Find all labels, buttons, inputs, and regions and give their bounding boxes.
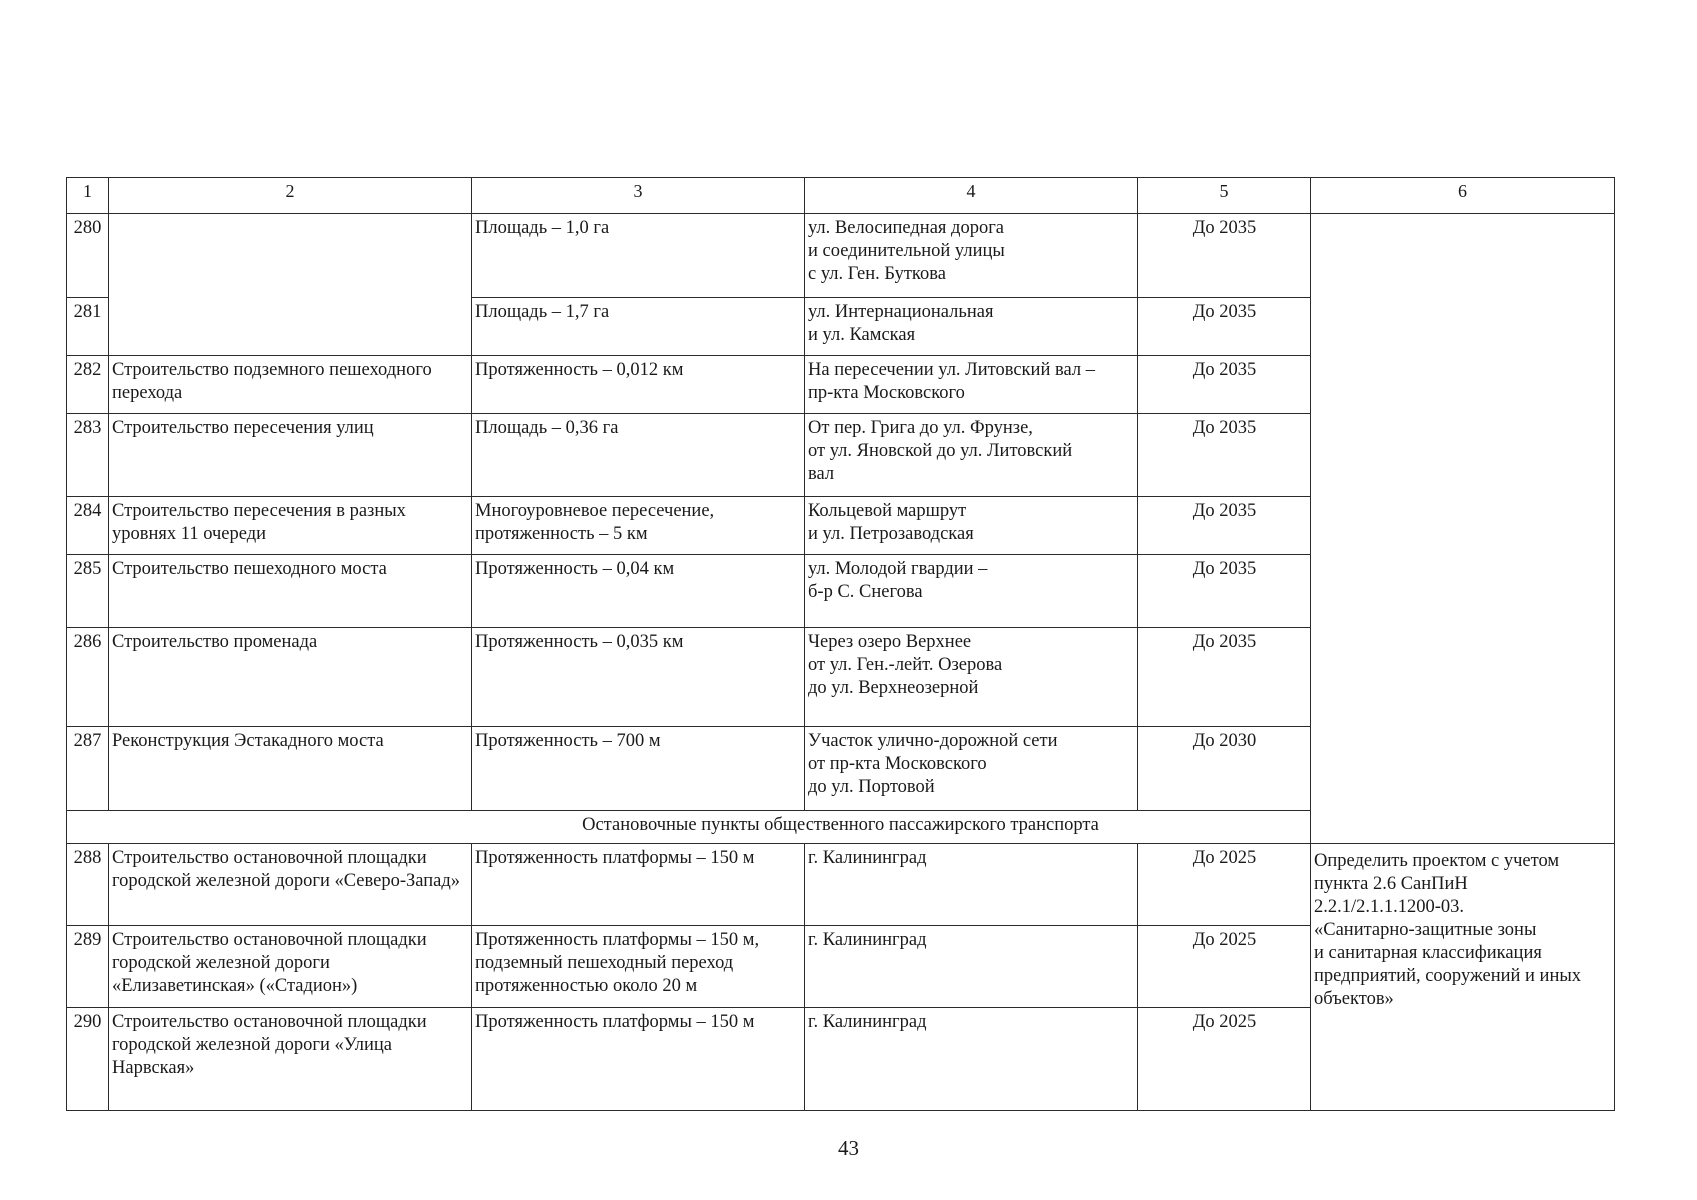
row-deadline: До 2035 [1138, 214, 1311, 298]
row-name: Строительство остановочной площадки городской железной дороги «Улица Нарвская» [109, 1008, 472, 1111]
location-line: с ул. Ген. Буткова [808, 264, 946, 284]
row-name: Строительство променада [109, 628, 472, 727]
row-parameter: Протяженность – 0,012 км [472, 356, 805, 414]
row-number: 288 [67, 844, 109, 926]
location-line: ул. Интернациональная [808, 302, 994, 322]
row-parameter: Протяженность – 0,035 км [472, 628, 805, 727]
row-parameter: Протяженность – 0,04 км [472, 555, 805, 628]
location-line: От пер. Грига до ул. Фрунзе, [808, 418, 1033, 438]
row-location: г. Калининград [805, 926, 1138, 1008]
location-line: от ул. Яновской до ул. Литовский [808, 441, 1073, 461]
location-line: пр-кта Московского [808, 383, 965, 403]
location-line: и соединительной улицы [808, 241, 1005, 261]
projects-table [66, 177, 1615, 1111]
location-line: от ул. Ген.-лейт. Озерова [808, 655, 1003, 675]
row-parameter: Площадь – 0,36 га [472, 414, 805, 497]
row-parameter: Протяженность платформы – 150 м [472, 1008, 805, 1111]
row-deadline: До 2035 [1138, 414, 1311, 497]
row-name: Строительство пешеходного моста [109, 555, 472, 628]
col-header-5: 5 [1138, 178, 1311, 214]
row-number: 283 [67, 414, 109, 497]
location-line: Кольцевой маршрут [808, 501, 967, 521]
row-location [805, 497, 1138, 555]
location-line: до ул. Портовой [808, 777, 935, 797]
row-location [805, 555, 1138, 628]
location-line: На пересечении ул. Литовский вал – [808, 360, 1095, 380]
row-number: 290 [67, 1008, 109, 1111]
row-name: Строительство пересечения улиц [109, 414, 472, 497]
note-line: «Санитарно-защитные зоны [1314, 920, 1537, 940]
row-parameter: Площадь – 1,0 га [472, 214, 805, 298]
note-line: Определить проектом с учетом [1314, 851, 1560, 871]
row-parameter: Площадь – 1,7 га [472, 298, 805, 356]
page-number: 43 [838, 1136, 859, 1160]
notes-cell [1311, 844, 1615, 1111]
row-number: 286 [67, 628, 109, 727]
location-line: Участок улично-дорожной сети [808, 731, 1058, 751]
column-number-row [67, 178, 1615, 214]
row-number: 285 [67, 555, 109, 628]
row-deadline: До 2035 [1138, 356, 1311, 414]
row-name: Реконструкция Эстакадного моста [109, 727, 472, 811]
note-line: объектов» [1314, 989, 1394, 1009]
row-deadline: До 2035 [1138, 497, 1311, 555]
col-header-4: 4 [805, 178, 1138, 214]
row-location [805, 727, 1138, 811]
location-line: ул. Велосипедная дорога [808, 218, 1005, 238]
row-parameter: Протяженность платформы – 150 м [472, 844, 805, 926]
section-title: Остановочные пункты общественного пассажирского транспорта [67, 811, 1615, 844]
location-line: и ул. Петрозаводская [808, 524, 974, 544]
note-line: и санитарная классификация [1314, 943, 1542, 963]
location-line: ул. Молодой гвардии – [808, 559, 988, 579]
row-name: Строительство подземного пешеходного перехода [109, 356, 472, 414]
row-location [805, 628, 1138, 727]
table-row [67, 844, 1615, 926]
row-deadline: До 2035 [1138, 628, 1311, 727]
col-header-6: 6 [1311, 178, 1615, 214]
row-number: 287 [67, 727, 109, 811]
row-parameter: Многоуровневое пересечение, протяженность – 5 км [472, 497, 805, 555]
row-location [805, 414, 1138, 497]
row-location: г. Калининград [805, 844, 1138, 926]
location-line: б-р С. Снегова [808, 582, 923, 602]
row-number: 281 [67, 298, 109, 356]
row-location [805, 214, 1138, 298]
location-line: Через озеро Верхнее [808, 632, 972, 652]
notes-cell-empty [1311, 214, 1615, 844]
note-line: пункта 2.6 СанПиН [1314, 874, 1468, 894]
col-header-3: 3 [472, 178, 805, 214]
row-name: Строительство остановочной площадки городской железной дороги «Елизаветинская» («Стадион») [109, 926, 472, 1008]
table-container [66, 177, 1614, 1111]
row-deadline: До 2025 [1138, 844, 1311, 926]
row-number: 289 [67, 926, 109, 1008]
row-deadline: До 2025 [1138, 1008, 1311, 1111]
row-name: Строительство остановочной площадки городской железной дороги «Северо-Запад» [109, 844, 472, 926]
location-line: от пр-кта Московского [808, 754, 987, 774]
row-parameter: Протяженность – 700 м [472, 727, 805, 811]
row-deadline: До 2035 [1138, 298, 1311, 356]
location-line: до ул. Верхнеозерной [808, 678, 979, 698]
row-location [805, 298, 1138, 356]
note-line: 2.2.1/2.1.1.1200-03. [1314, 897, 1465, 917]
row-name [109, 214, 472, 356]
location-line: вал [808, 464, 835, 484]
row-number: 280 [67, 214, 109, 298]
row-parameter: Протяженность платформы – 150 м, подземный пешеходный переход протяженностью около 20 м [472, 926, 805, 1008]
col-header-1: 1 [67, 178, 109, 214]
row-location [805, 356, 1138, 414]
row-name: Строительство пересечения в разных уровнях 11 очереди [109, 497, 472, 555]
row-number: 284 [67, 497, 109, 555]
table-row [67, 214, 1615, 298]
col-header-2: 2 [109, 178, 472, 214]
note-line: предприятий, сооружений и иных [1314, 966, 1582, 986]
row-location: г. Калининград [805, 1008, 1138, 1111]
row-deadline: До 2035 [1138, 555, 1311, 628]
location-line: и ул. Камская [808, 325, 916, 345]
row-deadline: До 2025 [1138, 926, 1311, 1008]
row-number: 282 [67, 356, 109, 414]
section-row [67, 811, 1615, 844]
row-deadline: До 2030 [1138, 727, 1311, 811]
